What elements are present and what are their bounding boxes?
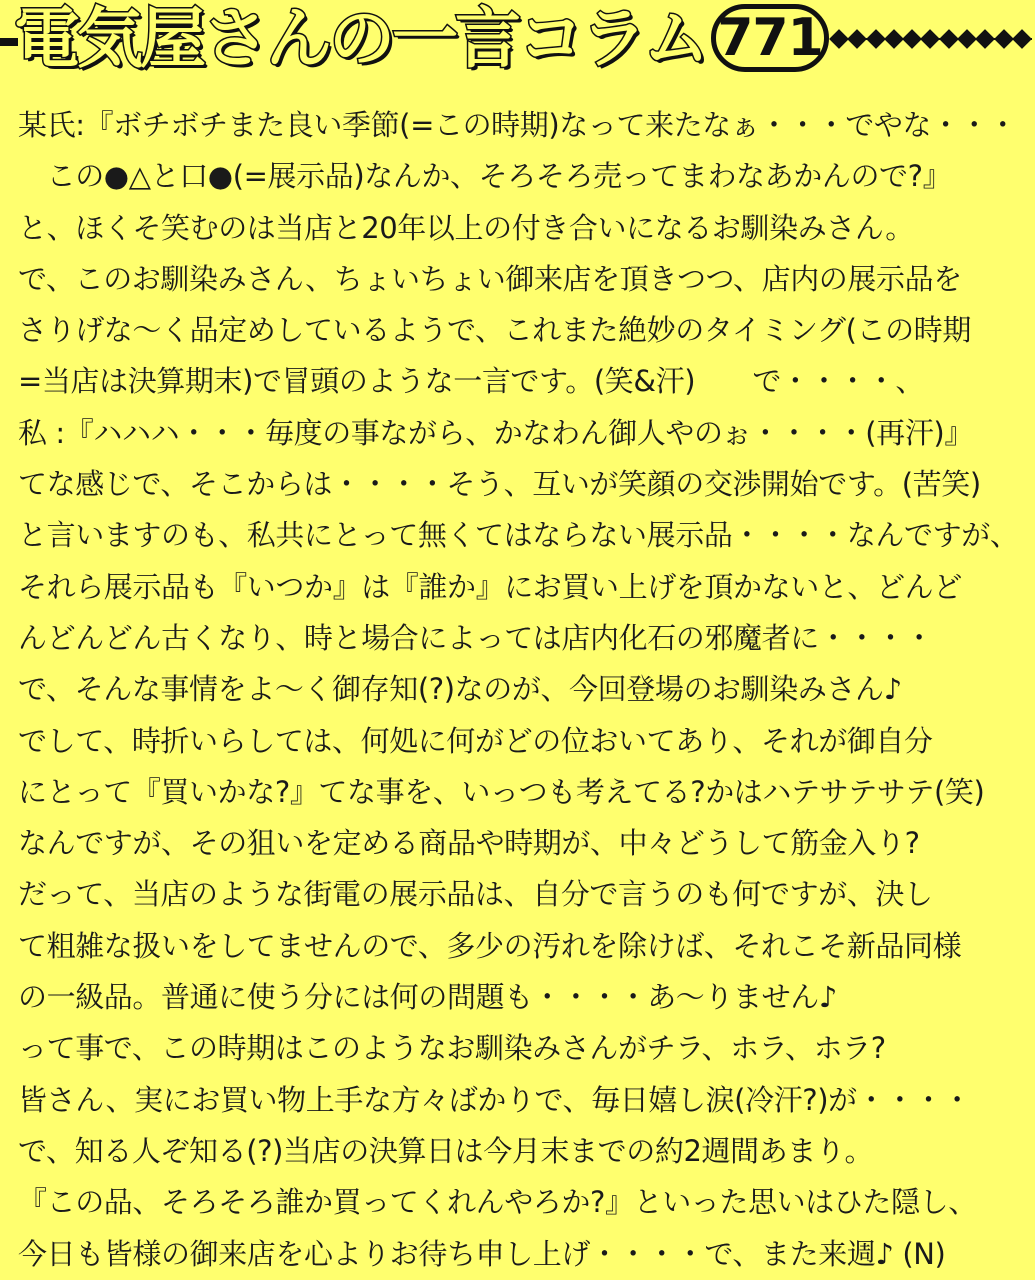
column-header xyxy=(0,0,1035,86)
column-title: 電気屋さんの一言コラム xyxy=(14,0,707,77)
diamond-icon xyxy=(847,29,867,49)
diamond-icon xyxy=(939,29,959,49)
column-line: で、知る人ぞ知る(?)当店の決算日は今月末までの約2週間あまり。 xyxy=(18,1133,874,1168)
column-line: んどんどん古くなり、時と場合によっては店内化石の邪魔者に・・・・ xyxy=(18,620,934,655)
column-line: と言いますのも、私共にとって無くてはならない展示品・・・・なんですが、 xyxy=(18,518,1019,553)
column-line: て粗雑な扱いをしてませんので、多少の汚れを除けば、それこそ新品同様 xyxy=(18,928,962,963)
column-line: 皆さん、実にお買い物上手な方々ばかりで、毎日嬉し涙(冷汗?)が・・・・ xyxy=(18,1082,972,1117)
diamond-icon xyxy=(957,29,977,49)
column-line: 『この品、そろそろ誰か買ってくれんやろか?』といった思いはひた隠し、 xyxy=(18,1185,977,1220)
column-line: なんですが、その狙いを定める商品や時期が、中々どうして筋金入り? xyxy=(18,826,920,861)
column-line: さりげな～く品定めしているようで、これまた絶妙のタイミング(この時期 xyxy=(18,313,971,348)
column-line: でして、時折いらしては、何処に何がどの位おいてあり、それが御自分 xyxy=(18,723,933,758)
diamond-icon xyxy=(1012,29,1032,49)
diamond-icon xyxy=(921,29,941,49)
column-line: 某氏:『ボチボチまた良い季節(=この時期)なって来たなぁ・・・でやな・・・ xyxy=(18,108,1017,142)
column-line: の一級品。普通に使う分には何の問題も・・・・あ～りません♪ xyxy=(18,980,837,1015)
column-line: この●△と口●(=展示品)なんか、そろそろ売ってまわなあかんので?』 xyxy=(18,159,952,194)
column-line: 私 :『ハハハ・・・毎度の事ながら、かなわん御人やのぉ・・・・(再汗)』 xyxy=(18,415,973,450)
issue-number-badge: 771 xyxy=(711,4,829,72)
column-line: てな感じで、そこからは・・・・そう、互いが笑顔の交渉開始です。(苦笑) xyxy=(18,467,981,502)
column-line: それら展示品も『いつか』は『誰か』にお買い上げを頂かないと、どんど xyxy=(18,569,962,604)
column-line: だって、当店のような街電の展示品は、自分で言うのも何ですが、決し xyxy=(18,877,933,912)
column-line: で、このお馴染みさん、ちょいちょい御来店を頂きつつ、店内の展示品を xyxy=(18,261,962,296)
diamond-icon xyxy=(866,29,886,49)
diamond-icon xyxy=(829,29,849,49)
diamond-icon xyxy=(884,29,904,49)
column-line: =当店は決算期末)で冒頭のような一言です。(笑&汗) で・・・・、 xyxy=(18,364,924,399)
column-line: と、ほくそ笑むのは当店と20年以上の付き合いになるお馴染みさん。 xyxy=(18,210,914,245)
column-line: 今日も皆様の御来店を心よりお待ち申し上げ・・・・で、また来週♪ (N) xyxy=(18,1236,946,1271)
diamond-border-ornament xyxy=(832,26,1032,52)
diamond-icon xyxy=(994,29,1014,49)
diamond-icon xyxy=(975,29,995,49)
column-line: にとって『買いかな?』てな事を、いっつも考えてる?かはハテサテサテ(笑) xyxy=(18,774,985,809)
column-body xyxy=(18,100,1030,1280)
column-line: って事で、この時期はこのようなお馴染みさんがチラ、ホラ、ホラ? xyxy=(18,1031,886,1066)
column-line: で、そんな事情をよ～く御存知(?)なのが、今回登場のお馴染みさん♪ xyxy=(18,672,902,707)
